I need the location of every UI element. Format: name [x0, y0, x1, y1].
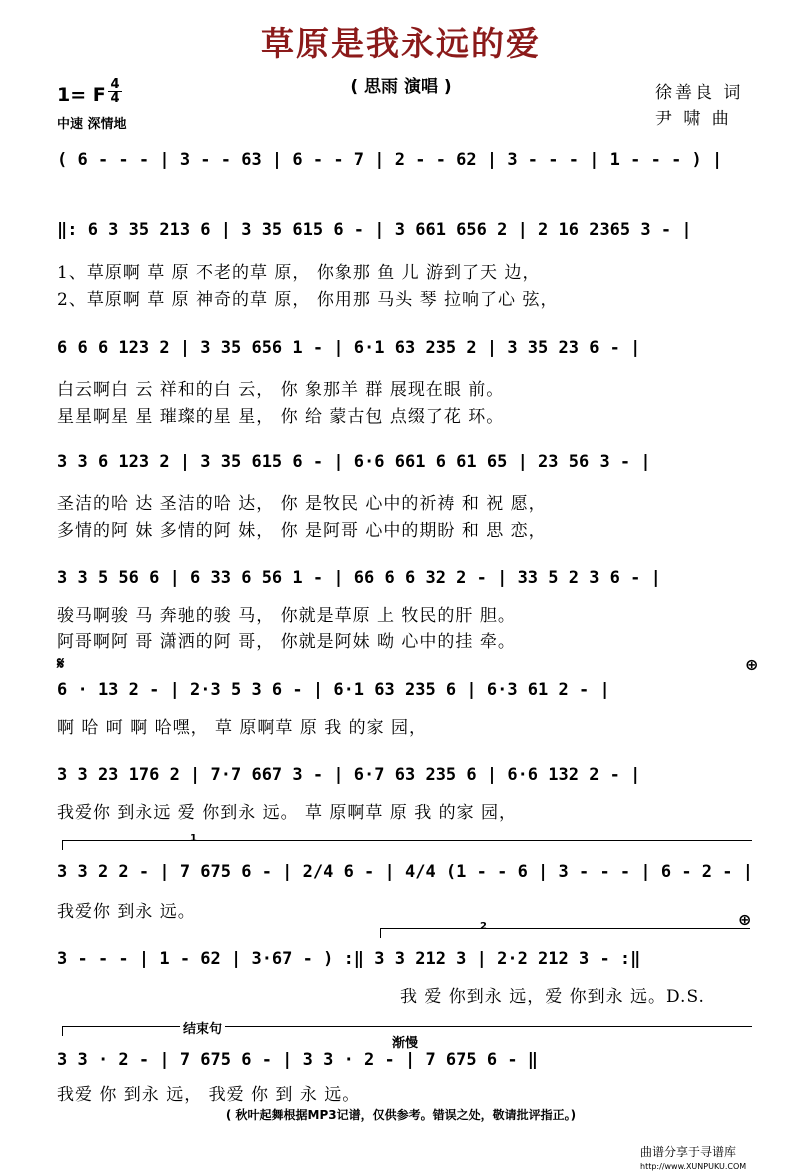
watermark-text: 曲谱分享于寻谱库 — [640, 1145, 737, 1159]
score-row-1-lyric-2: 2、草原啊 草 原 神奇的草 原， 你用那 马头 琴 拉响了心 弦， — [57, 290, 559, 310]
watermark-url: http://www.XUNPUKU.COM — [640, 1162, 747, 1171]
score-row-4-notes: 3 3 5 56 6 | 6 33 6 56 1 - | 66 6 6 32 2 - | 33 5 2 3 6 - | — [57, 568, 661, 588]
volta-1-start-tick — [62, 840, 63, 850]
tempo-slowing-label: 渐慢 — [392, 1036, 419, 1051]
score-row-0-notes: ( 6 - - - | 3 - - 63 | 6 - - 7 | 2 - - 62 | 3 - - - | 1 - - - ) | — [57, 150, 723, 170]
score-row-9-lyric-1: 我爱 你 到永 远， 我爱 你 到 永 远。 — [57, 1085, 361, 1105]
time-numerator: 4 — [110, 77, 120, 92]
volta-1-bracket — [62, 840, 752, 841]
time-signature — [108, 78, 122, 105]
score-row-7-notes: 3 3 2 2 - | 7 675 6 - | 2/4 6 - | 4/4 (1 - - 6 | 3 - - - | 6 - 2 - | — [57, 862, 753, 882]
score-row-8-notes: 3 - - - | 1 - 62 | 3·67 - ) :‖ 3 3 212 3 | 2·2 212 3 - :‖ — [57, 949, 641, 969]
coda-icon: ⊕ — [745, 655, 759, 674]
score-row-9-notes: 3 3 · 2 - | 7 675 6 - | 3 3 · 2 - | 7 675 6 - ‖ — [57, 1050, 539, 1070]
score-row-6-notes: 3 3 23 176 2 | 7·7 667 3 - | 6·7 63 235 6 | 6·6 132 2 - | — [57, 765, 641, 785]
score-row-4-lyric-2: 阿哥啊阿 哥 潇洒的阿 哥， 你就是阿妹 呦 心中的挂 牵。 — [57, 632, 516, 652]
song-title: 草原是我永远的爱 — [261, 24, 541, 63]
score-row-3-notes: 3 3 6 123 2 | 3 35 615 6 - | 6·6 661 6 61 65 | 23 56 3 - | — [57, 452, 651, 472]
ending-start-tick — [62, 1026, 63, 1036]
volta-2-start-tick — [380, 928, 381, 938]
score-row-2-notes: 6 6 6 123 2 | 3 35 656 1 - | 6·1 63 235 2 | 3 35 23 6 - | — [57, 338, 641, 358]
score-row-3-lyric-2: 多情的阿 妹 多情的阿 妹， 你 是阿哥 心中的期盼 和 思 恋， — [57, 521, 547, 541]
score-row-2-lyric-1: 白云啊白 云 祥和的白 云， 你 象那羊 群 展现在眼 前。 — [57, 380, 505, 400]
time-denominator: 4 — [108, 91, 122, 105]
score-row-7-lyric-1: 我爱你 到永 远。 — [57, 902, 196, 922]
volta-1-label: 1 — [190, 833, 197, 844]
score-row-2-lyric-2: 星星啊星 星 璀璨的星 星， 你 给 蒙古包 点缀了花 环。 — [57, 407, 505, 427]
tempo-marking: 中速 深情地 — [57, 117, 127, 132]
score-row-6-lyric-1: 我爱你 到永远 爱 你到永 远。 草 原啊草 原 我 的家 园， — [57, 803, 518, 823]
segno-icon: 𝄋 — [57, 654, 65, 674]
coda-icon-2: ⊕ — [738, 910, 752, 929]
transcription-note: ( 秋叶起舞根据MP3记谱，仅供参考。错误之处，敬请批评指正。) — [225, 1108, 577, 1122]
score-row-5-lyric-1: 啊 哈 呵 啊 哈嘿， 草 原啊草 原 我 的家 园， — [57, 718, 428, 738]
composer-credit: 尹 啸 曲 — [655, 109, 732, 129]
lyricist-credit: 徐善良 词 — [655, 83, 744, 103]
score-row-8-lyric-1: 我 爱 你到永 远，爱 你到永 远。D.S. — [400, 987, 705, 1007]
performer-credit: ( 思雨 演唱 ) — [350, 77, 452, 97]
volta-2-bracket — [380, 928, 750, 929]
score-row-5-notes: 6 · 13 2 - | 2·3 5 3 6 - | 6·1 63 235 6 | 6·3 61 2 - | — [57, 680, 610, 700]
score-row-4-lyric-1: 骏马啊骏 马 奔驰的骏 马， 你就是草原 上 牧民的肝 胆。 — [57, 606, 516, 626]
score-row-1-notes: ‖: 6 3 35 213 6 | 3 35 615 6 - | 3 661 656 2 | 2 16 2365 3 - | — [57, 220, 692, 240]
key-signature: 1= F — [57, 84, 106, 106]
volta-2-label: 2 — [480, 921, 487, 932]
ending-bracket — [62, 1026, 752, 1027]
score-row-1-lyric-1: 1、草原啊 草 原 不老的草 原， 你象那 鱼 儿 游到了天 边， — [57, 263, 541, 283]
score-row-3-lyric-1: 圣洁的哈 达 圣洁的哈 达， 你 是牧民 心中的祈祷 和 祝 愿， — [57, 494, 547, 514]
ending-label: 结束句 — [180, 1018, 225, 1037]
